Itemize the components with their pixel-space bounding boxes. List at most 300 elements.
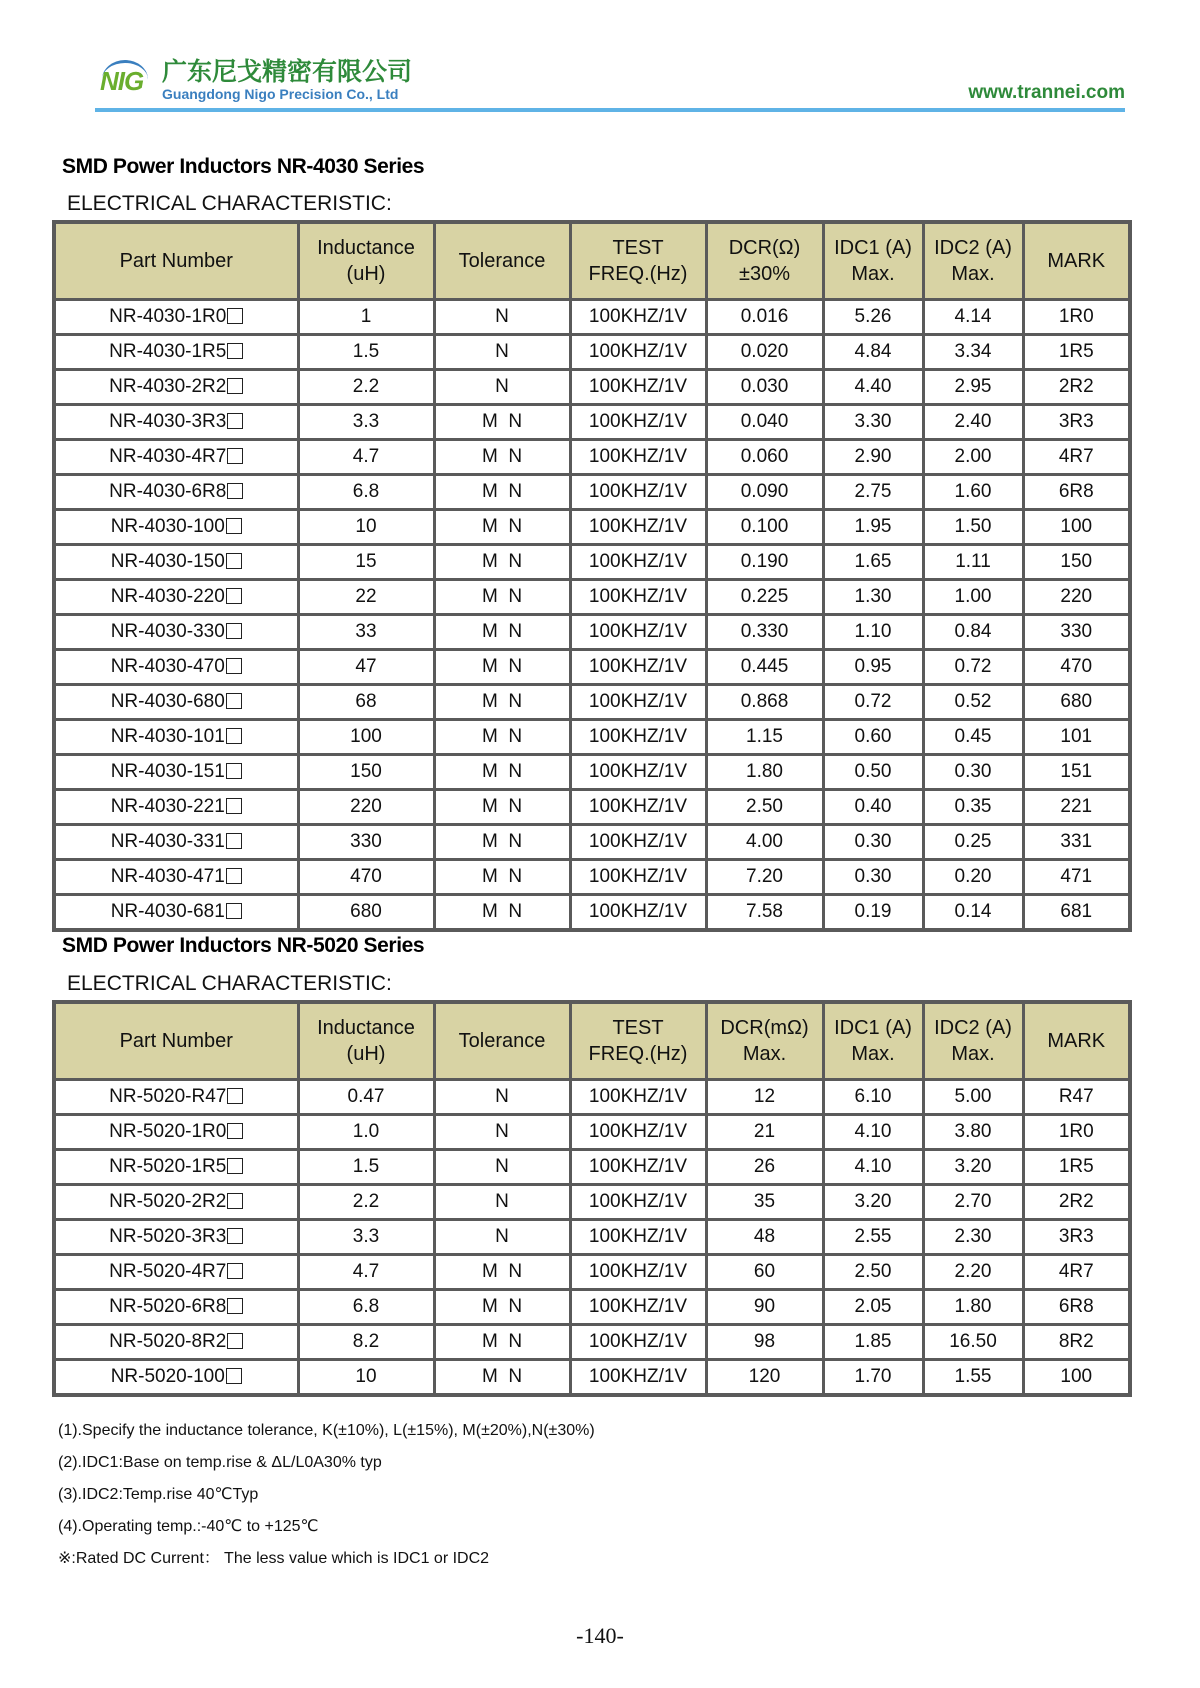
cell-idc2: 0.45 [923, 720, 1023, 755]
cell-idc2: 16.50 [923, 1325, 1023, 1360]
cell-inductance: 68 [298, 685, 434, 720]
cell-idc2: 2.40 [923, 405, 1023, 440]
cell-test-freq: 100KHZ/1V [570, 860, 706, 895]
header-mark-line: MARK [1047, 1030, 1106, 1052]
header-idc1-line: Max. [851, 1043, 895, 1065]
cell-part-number [54, 825, 298, 860]
part-number-text: NR-4030-220 [110, 586, 225, 607]
cell-inductance: 3.3 [298, 405, 434, 440]
cell-idc1: 3.30 [823, 405, 923, 440]
header-part-number-line: Part Number [119, 250, 233, 272]
cell-idc1: 0.30 [823, 825, 923, 860]
cell-tolerance: M N [434, 895, 570, 931]
table-row [54, 300, 1130, 335]
cell-idc2: 2.95 [923, 370, 1023, 405]
cell-inductance: 100 [298, 720, 434, 755]
cell-inductance: 680 [298, 895, 434, 931]
series1-title: SMD Power Inductors NR-4030 Series [62, 155, 425, 178]
cell-dcr: 1.15 [706, 720, 823, 755]
tolerance-code-box-icon [227, 483, 243, 499]
part-number-text: NR-5020-R47 [109, 1086, 227, 1107]
cell-mark: 680 [1023, 685, 1130, 720]
table-row [54, 1080, 1130, 1115]
cell-dcr: 48 [706, 1220, 823, 1255]
cell-tolerance: M N [434, 685, 570, 720]
cell-tolerance: M N [434, 475, 570, 510]
cell-tolerance: M N [434, 790, 570, 825]
series1-spec-table [52, 220, 1132, 932]
cell-tolerance: M N [434, 545, 570, 580]
cell-dcr: 26 [706, 1150, 823, 1185]
cell-idc2: 0.25 [923, 825, 1023, 860]
cell-part-number [54, 300, 298, 335]
cell-idc1: 5.26 [823, 300, 923, 335]
cell-mark: 101 [1023, 720, 1130, 755]
table-row [54, 475, 1130, 510]
cell-tolerance: M N [434, 615, 570, 650]
cell-idc2: 0.72 [923, 650, 1023, 685]
cell-idc1: 0.72 [823, 685, 923, 720]
cell-idc1: 2.90 [823, 440, 923, 475]
cell-mark: R47 [1023, 1080, 1130, 1115]
cell-mark: 100 [1023, 510, 1130, 545]
part-number-text: NR-4030-6R8 [109, 481, 227, 502]
tolerance-code-box-icon [226, 868, 242, 884]
cell-tolerance: M N [434, 1325, 570, 1360]
cell-dcr: 0.040 [706, 405, 823, 440]
cell-mark: 2R2 [1023, 370, 1130, 405]
tolerance-code-box-icon [226, 693, 242, 709]
cell-test-freq: 100KHZ/1V [570, 545, 706, 580]
cell-part-number [54, 1220, 298, 1255]
cell-part-number [54, 720, 298, 755]
cell-idc1: 4.10 [823, 1150, 923, 1185]
cell-mark: 2R2 [1023, 1185, 1130, 1220]
cell-idc1: 4.84 [823, 335, 923, 370]
table-row [54, 1185, 1130, 1220]
header-inductance-line: Inductance [317, 1017, 415, 1039]
part-number-text: NR-4030-1R0 [109, 306, 227, 327]
logo-mark: NIG [100, 66, 144, 96]
cell-dcr: 0.100 [706, 510, 823, 545]
cell-test-freq: 100KHZ/1V [570, 685, 706, 720]
cell-dcr: 0.030 [706, 370, 823, 405]
tolerance-code-box-icon [227, 1088, 243, 1104]
cell-idc2: 5.00 [923, 1080, 1023, 1115]
cell-part-number [54, 580, 298, 615]
table-row [54, 580, 1130, 615]
part-number-text: NR-4030-680 [110, 691, 225, 712]
part-number-text: NR-4030-470 [110, 656, 225, 677]
cell-test-freq: 100KHZ/1V [570, 510, 706, 545]
cell-mark: 1R5 [1023, 1150, 1130, 1185]
cell-mark: 150 [1023, 545, 1130, 580]
tolerance-code-box-icon [227, 1158, 243, 1174]
cell-inductance: 1.5 [298, 1150, 434, 1185]
cell-idc1: 0.50 [823, 755, 923, 790]
tolerance-code-box-icon [226, 658, 242, 674]
cell-dcr: 21 [706, 1115, 823, 1150]
table-row [54, 1360, 1130, 1396]
cell-dcr: 0.868 [706, 685, 823, 720]
cell-part-number [54, 405, 298, 440]
cell-idc1: 3.20 [823, 1185, 923, 1220]
cell-mark: 331 [1023, 825, 1130, 860]
cell-mark: 471 [1023, 860, 1130, 895]
series1-subtitle: ELECTRICAL CHARACTERISTIC: [67, 192, 392, 215]
header-inductance [298, 1002, 434, 1080]
cell-idc1: 2.55 [823, 1220, 923, 1255]
cell-test-freq: 100KHZ/1V [570, 1185, 706, 1220]
header-inductance-line: (uH) [346, 263, 386, 285]
part-number-text: NR-5020-1R0 [109, 1121, 227, 1142]
tolerance-code-box-icon [226, 798, 242, 814]
table-row [54, 650, 1130, 685]
cell-inductance: 47 [298, 650, 434, 685]
cell-idc2: 3.20 [923, 1150, 1023, 1185]
cell-test-freq: 100KHZ/1V [570, 335, 706, 370]
tolerance-code-box-icon [226, 763, 242, 779]
header-tolerance-line: Tolerance [458, 1030, 546, 1052]
cell-test-freq: 100KHZ/1V [570, 1290, 706, 1325]
header-idc2-line: Max. [951, 1043, 995, 1065]
table-row [54, 405, 1130, 440]
cell-inductance: 22 [298, 580, 434, 615]
header-idc1-line: Max. [851, 263, 895, 285]
cell-idc2: 2.00 [923, 440, 1023, 475]
cell-idc1: 1.95 [823, 510, 923, 545]
cell-tolerance: N [434, 1220, 570, 1255]
cell-inductance: 4.7 [298, 1255, 434, 1290]
header-mark [1023, 222, 1130, 300]
cell-tolerance: M N [434, 1290, 570, 1325]
cell-idc2: 2.20 [923, 1255, 1023, 1290]
table-row [54, 615, 1130, 650]
cell-idc1: 2.50 [823, 1255, 923, 1290]
note-rated-current: ※:Rated DC Current： The less value which is IDC1 or IDC2 [58, 1550, 490, 1567]
header-test-freq-line: FREQ.(Hz) [588, 263, 688, 285]
cell-idc1: 6.10 [823, 1080, 923, 1115]
cell-inductance: 2.2 [298, 1185, 434, 1220]
cell-part-number [54, 860, 298, 895]
cell-tolerance: M N [434, 755, 570, 790]
part-number-text: NR-5020-2R2 [109, 1191, 227, 1212]
header-mark [1023, 1002, 1130, 1080]
header-dcr [706, 1002, 823, 1080]
tolerance-code-box-icon [226, 1368, 242, 1384]
table-row [54, 895, 1130, 931]
cell-part-number [54, 1325, 298, 1360]
cell-part-number [54, 895, 298, 931]
header-idc1 [823, 222, 923, 300]
cell-idc2: 1.11 [923, 545, 1023, 580]
note-2: (2).IDC1:Base on temp.rise & ΔL/L0A30% typ [58, 1454, 382, 1471]
cell-test-freq: 100KHZ/1V [570, 440, 706, 475]
series2-header-row [54, 1002, 1130, 1080]
cell-idc1: 2.05 [823, 1290, 923, 1325]
cell-idc1: 4.40 [823, 370, 923, 405]
header-inductance-line: (uH) [346, 1043, 386, 1065]
cell-idc1: 4.10 [823, 1115, 923, 1150]
cell-idc2: 2.30 [923, 1220, 1023, 1255]
cell-idc2: 3.34 [923, 335, 1023, 370]
cell-tolerance: M N [434, 440, 570, 475]
cell-inductance: 8.2 [298, 1325, 434, 1360]
tolerance-code-box-icon [226, 553, 242, 569]
cell-dcr: 98 [706, 1325, 823, 1360]
cell-idc2: 3.80 [923, 1115, 1023, 1150]
cell-inductance: 470 [298, 860, 434, 895]
cell-dcr: 4.00 [706, 825, 823, 860]
cell-dcr: 1.80 [706, 755, 823, 790]
cell-idc2: 0.84 [923, 615, 1023, 650]
table-row [54, 1290, 1130, 1325]
cell-part-number [54, 1290, 298, 1325]
cell-test-freq: 100KHZ/1V [570, 1325, 706, 1360]
header-test-freq-line: TEST [612, 1017, 664, 1039]
cell-dcr: 60 [706, 1255, 823, 1290]
cell-dcr: 120 [706, 1360, 823, 1396]
cell-part-number [54, 1185, 298, 1220]
cell-inductance: 6.8 [298, 475, 434, 510]
cell-part-number [54, 615, 298, 650]
tolerance-code-box-icon [227, 1333, 243, 1349]
website-url: www.trannei.com [968, 82, 1125, 103]
header-dcr-line: ±30% [738, 263, 790, 285]
tolerance-code-box-icon [227, 413, 243, 429]
part-number-text: NR-4030-101 [110, 726, 225, 747]
cell-dcr: 0.020 [706, 335, 823, 370]
cell-inductance: 1.5 [298, 335, 434, 370]
part-number-text: NR-5020-6R8 [109, 1296, 227, 1317]
header-idc2-line: IDC2 (A) [934, 237, 1012, 259]
header-inductance [298, 222, 434, 300]
tolerance-code-box-icon [226, 623, 242, 639]
table-row [54, 825, 1130, 860]
cell-test-freq: 100KHZ/1V [570, 300, 706, 335]
cell-part-number [54, 440, 298, 475]
cell-mark: 1R5 [1023, 335, 1130, 370]
cell-tolerance: M N [434, 720, 570, 755]
cell-idc2: 0.14 [923, 895, 1023, 931]
cell-tolerance: N [434, 335, 570, 370]
cell-dcr: 0.060 [706, 440, 823, 475]
cell-idc2: 2.70 [923, 1185, 1023, 1220]
cell-test-freq: 100KHZ/1V [570, 1115, 706, 1150]
cell-idc1: 1.65 [823, 545, 923, 580]
header-tolerance [434, 222, 570, 300]
cell-mark: 4R7 [1023, 1255, 1130, 1290]
cell-mark: 1R0 [1023, 1115, 1130, 1150]
header-test-freq-line: FREQ.(Hz) [588, 1043, 688, 1065]
cell-idc2: 0.52 [923, 685, 1023, 720]
cell-dcr: 0.016 [706, 300, 823, 335]
tolerance-code-box-icon [227, 378, 243, 394]
page-number: -140- [576, 1623, 624, 1648]
cell-test-freq: 100KHZ/1V [570, 1255, 706, 1290]
cell-inductance: 150 [298, 755, 434, 790]
note-3: (3).IDC2:Temp.rise 40℃Typ [58, 1486, 259, 1503]
cell-test-freq: 100KHZ/1V [570, 895, 706, 931]
cell-tolerance: M N [434, 1255, 570, 1290]
table-row [54, 1325, 1130, 1360]
cell-dcr: 12 [706, 1080, 823, 1115]
company-name-en: Guangdong Nigo Precision Co., Ltd [162, 86, 399, 102]
tolerance-code-box-icon [226, 833, 242, 849]
cell-test-freq: 100KHZ/1V [570, 475, 706, 510]
cell-inductance: 220 [298, 790, 434, 825]
cell-idc1: 0.95 [823, 650, 923, 685]
header-part-number-line: Part Number [119, 1030, 233, 1052]
cell-inductance: 33 [298, 615, 434, 650]
table-row [54, 755, 1130, 790]
note-1: (1).Specify the inductance tolerance, K(±10%), L(±15%), M(±20%),N(±30%) [58, 1422, 595, 1439]
cell-dcr: 2.50 [706, 790, 823, 825]
cell-inductance: 15 [298, 545, 434, 580]
cell-tolerance: N [434, 1150, 570, 1185]
cell-test-freq: 100KHZ/1V [570, 755, 706, 790]
cell-mark: 8R2 [1023, 1325, 1130, 1360]
cell-test-freq: 100KHZ/1V [570, 1360, 706, 1396]
cell-part-number [54, 1080, 298, 1115]
cell-test-freq: 100KHZ/1V [570, 405, 706, 440]
cell-idc2: 0.20 [923, 860, 1023, 895]
cell-part-number [54, 545, 298, 580]
tolerance-code-box-icon [227, 1228, 243, 1244]
part-number-text: NR-5020-3R3 [109, 1226, 227, 1247]
cell-dcr: 0.090 [706, 475, 823, 510]
cell-test-freq: 100KHZ/1V [570, 650, 706, 685]
part-number-text: NR-4030-471 [110, 866, 225, 887]
table-row [54, 685, 1130, 720]
header-idc2-line: IDC2 (A) [934, 1017, 1012, 1039]
header-idc2 [923, 222, 1023, 300]
cell-tolerance: M N [434, 510, 570, 545]
tolerance-code-box-icon [227, 343, 243, 359]
header-tolerance-line: Tolerance [458, 250, 546, 272]
note-4: (4).Operating temp.:-40℃ to +125℃ [58, 1518, 319, 1535]
header-divider [95, 108, 1125, 112]
cell-idc1: 2.75 [823, 475, 923, 510]
cell-test-freq: 100KHZ/1V [570, 790, 706, 825]
cell-mark: 221 [1023, 790, 1130, 825]
part-number-text: NR-4030-150 [110, 551, 225, 572]
cell-tolerance: N [434, 1185, 570, 1220]
series2-subtitle: ELECTRICAL CHARACTERISTIC: [67, 972, 392, 995]
cell-part-number [54, 1115, 298, 1150]
header-dcr-line: DCR(Ω) [728, 237, 801, 259]
series1-header-row [54, 222, 1130, 300]
tolerance-code-box-icon [226, 728, 242, 744]
cell-mark: 3R3 [1023, 405, 1130, 440]
part-number-text: NR-4030-681 [110, 901, 225, 922]
header-dcr-line: DCR(mΩ) [720, 1017, 809, 1039]
header-tolerance [434, 1002, 570, 1080]
cell-dcr: 7.58 [706, 895, 823, 931]
table-row [54, 1115, 1130, 1150]
cell-dcr: 7.20 [706, 860, 823, 895]
cell-tolerance: M N [434, 860, 570, 895]
tolerance-code-box-icon [227, 1263, 243, 1279]
company-name-cn: 广东尼戈精密有限公司 [162, 57, 413, 86]
table-row [54, 860, 1130, 895]
cell-idc1: 1.85 [823, 1325, 923, 1360]
cell-test-freq: 100KHZ/1V [570, 1150, 706, 1185]
cell-test-freq: 100KHZ/1V [570, 1080, 706, 1115]
cell-idc1: 1.70 [823, 1360, 923, 1396]
cell-mark: 3R3 [1023, 1220, 1130, 1255]
cell-part-number [54, 370, 298, 405]
cell-inductance: 330 [298, 825, 434, 860]
header-inductance-line: Inductance [317, 237, 415, 259]
cell-inductance: 10 [298, 1360, 434, 1396]
cell-inductance: 6.8 [298, 1290, 434, 1325]
part-number-text: NR-4030-221 [110, 796, 225, 817]
cell-dcr: 0.190 [706, 545, 823, 580]
table-row [54, 510, 1130, 545]
part-number-text: NR-4030-330 [110, 621, 225, 642]
header-dcr [706, 222, 823, 300]
cell-part-number [54, 790, 298, 825]
cell-idc2: 1.60 [923, 475, 1023, 510]
table-row [54, 335, 1130, 370]
tolerance-code-box-icon [227, 1298, 243, 1314]
tolerance-code-box-icon [227, 1193, 243, 1209]
cell-idc1: 0.30 [823, 860, 923, 895]
cell-tolerance: M N [434, 650, 570, 685]
series2-body [54, 1080, 1130, 1396]
cell-tolerance: N [434, 1080, 570, 1115]
cell-tolerance: M N [434, 1360, 570, 1396]
cell-dcr: 90 [706, 1290, 823, 1325]
cell-idc1: 1.10 [823, 615, 923, 650]
header-mark-line: MARK [1047, 250, 1106, 272]
cell-part-number [54, 685, 298, 720]
cell-inductance: 10 [298, 510, 434, 545]
cell-idc1: 0.40 [823, 790, 923, 825]
cell-test-freq: 100KHZ/1V [570, 1220, 706, 1255]
part-number-text: NR-4030-4R7 [109, 446, 227, 467]
table-row [54, 1255, 1130, 1290]
part-number-text: NR-4030-1R5 [109, 341, 227, 362]
part-number-text: NR-5020-100 [110, 1366, 225, 1387]
series2-title: SMD Power Inductors NR-5020 Series [62, 934, 425, 957]
series2-spec-table [52, 1000, 1132, 1397]
cell-inductance: 1 [298, 300, 434, 335]
cell-idc1: 0.60 [823, 720, 923, 755]
cell-test-freq: 100KHZ/1V [570, 825, 706, 860]
cell-test-freq: 100KHZ/1V [570, 720, 706, 755]
cell-mark: 100 [1023, 1360, 1130, 1396]
cell-part-number [54, 1255, 298, 1290]
header-idc1-line: IDC1 (A) [834, 1017, 912, 1039]
tolerance-code-box-icon [227, 448, 243, 464]
cell-idc2: 1.55 [923, 1360, 1023, 1396]
notes-section [58, 1415, 595, 1575]
cell-tolerance: M N [434, 405, 570, 440]
cell-idc2: 0.35 [923, 790, 1023, 825]
part-number-text: NR-4030-3R3 [109, 411, 227, 432]
tolerance-code-box-icon [226, 588, 242, 604]
table-row [54, 545, 1130, 580]
part-number-text: NR-5020-4R7 [109, 1261, 227, 1282]
header-part-number [54, 222, 298, 300]
cell-test-freq: 100KHZ/1V [570, 370, 706, 405]
cell-inductance: 3.3 [298, 1220, 434, 1255]
cell-idc2: 1.50 [923, 510, 1023, 545]
cell-part-number [54, 510, 298, 545]
part-number-text: NR-4030-331 [110, 831, 225, 852]
